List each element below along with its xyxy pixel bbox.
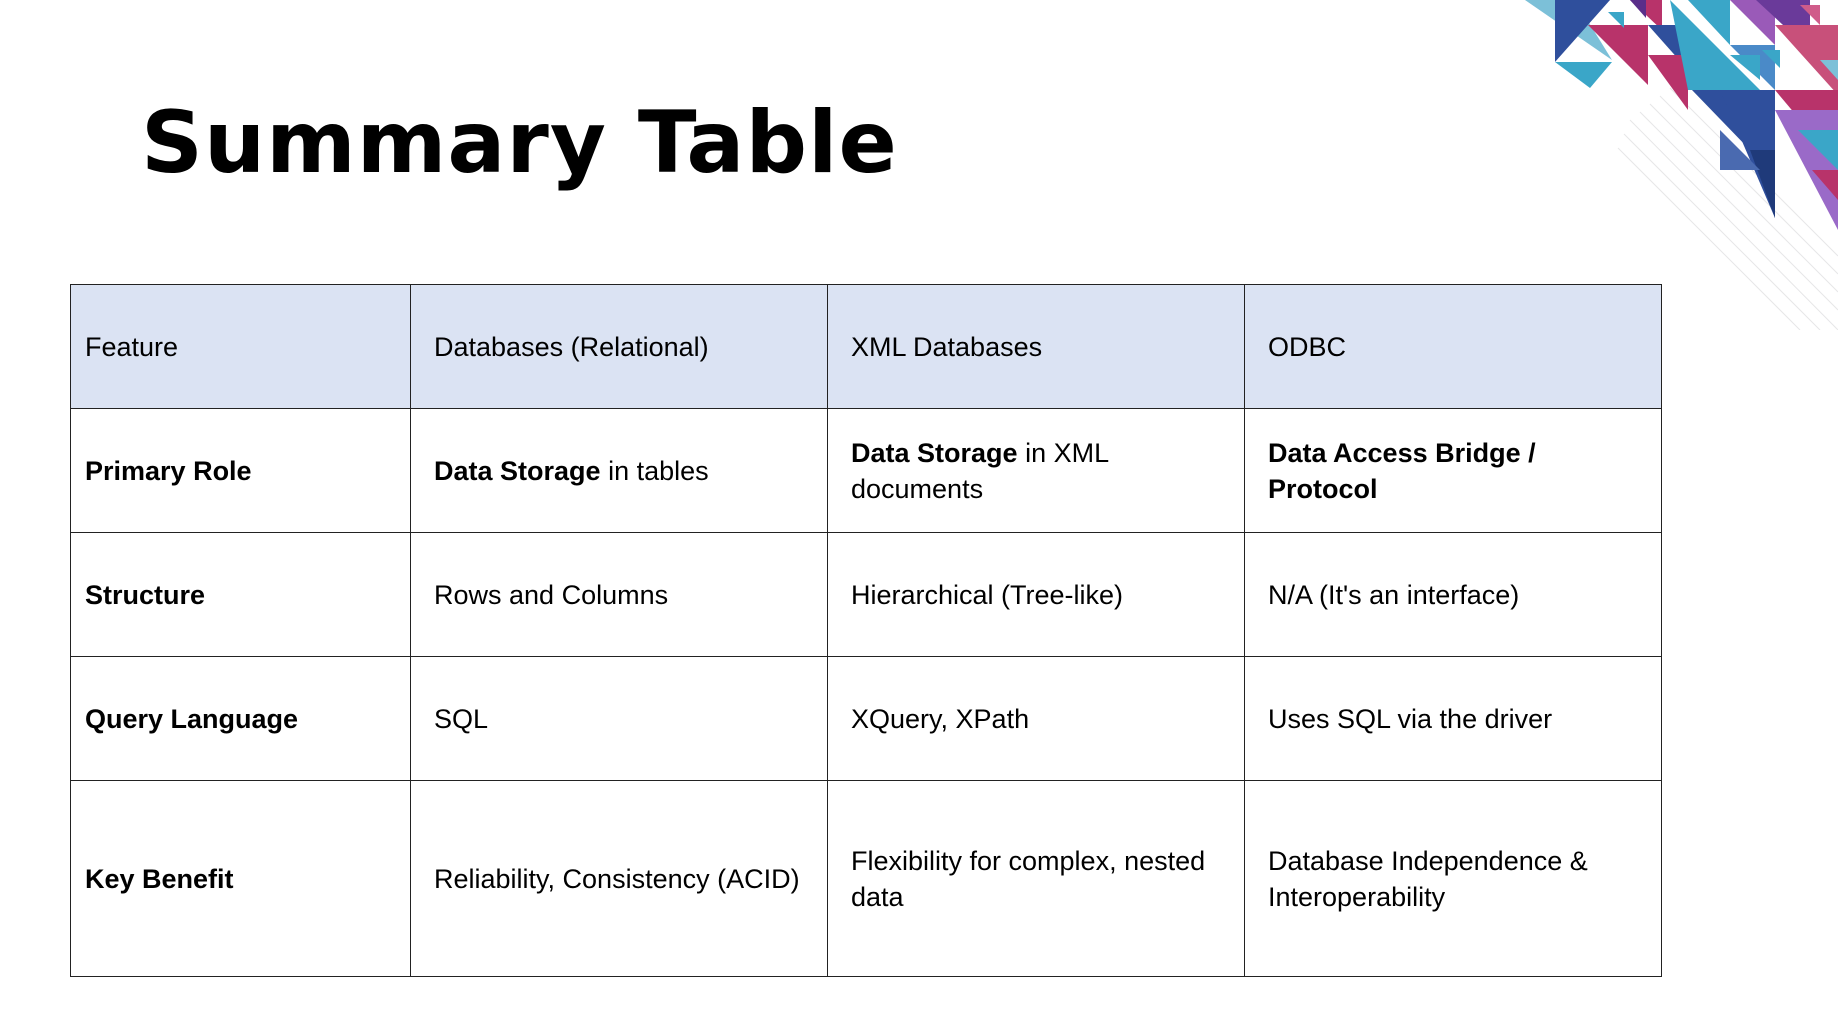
cell-text: XQuery, XPath xyxy=(851,703,1030,734)
table-row xyxy=(71,781,1662,977)
cell-text: in tables xyxy=(600,455,709,486)
table-cell xyxy=(1245,533,1662,657)
table-cell xyxy=(828,533,1245,657)
table-header-row xyxy=(71,285,1662,409)
table-row xyxy=(71,409,1662,533)
table-cell xyxy=(1245,781,1662,977)
table-cell xyxy=(1245,409,1662,533)
page-title: Summary Table xyxy=(141,93,898,193)
cell-text: Uses SQL via the driver xyxy=(1268,703,1553,734)
cell-text: Reliability, Consistency (ACID) xyxy=(434,863,800,894)
table-cell xyxy=(411,781,828,977)
header-xml-databases: XML Databases xyxy=(828,285,1245,409)
table-cell xyxy=(411,657,828,781)
table-cell xyxy=(411,533,828,657)
header-databases-relational: Databases (Relational) xyxy=(411,285,828,409)
table-cell xyxy=(828,409,1245,533)
cell-text: SQL xyxy=(434,703,489,734)
row-label-primary-role: Primary Role xyxy=(71,409,411,533)
header-feature: Feature xyxy=(71,285,411,409)
row-label-structure: Structure xyxy=(71,533,411,657)
table-cell xyxy=(1245,657,1662,781)
cell-text: Flexibility for complex, nested data xyxy=(851,845,1206,912)
summary-table xyxy=(70,284,1662,977)
table-row xyxy=(71,657,1662,781)
cell-text: N/A (It's an interface) xyxy=(1268,579,1520,610)
row-label-query-language: Query Language xyxy=(71,657,411,781)
table-row xyxy=(71,533,1662,657)
table-cell xyxy=(828,781,1245,977)
cell-text: Hierarchical (Tree-like) xyxy=(851,579,1124,610)
cell-bold-text: Data Storage xyxy=(434,455,601,486)
row-label-key-benefit: Key Benefit xyxy=(71,781,411,977)
cell-text: in XML documents xyxy=(851,437,1109,504)
geometric-triangles-icon xyxy=(1520,0,1838,330)
cell-bold-text: Data Access Bridge / Protocol xyxy=(1268,437,1536,504)
header-odbc: ODBC xyxy=(1245,285,1662,409)
table-cell xyxy=(411,409,828,533)
table-cell xyxy=(828,657,1245,781)
cell-text: Rows and Columns xyxy=(434,579,669,610)
cell-text: Database Independence & Interoperability xyxy=(1268,845,1588,912)
cell-bold-text: Data Storage xyxy=(851,437,1018,468)
